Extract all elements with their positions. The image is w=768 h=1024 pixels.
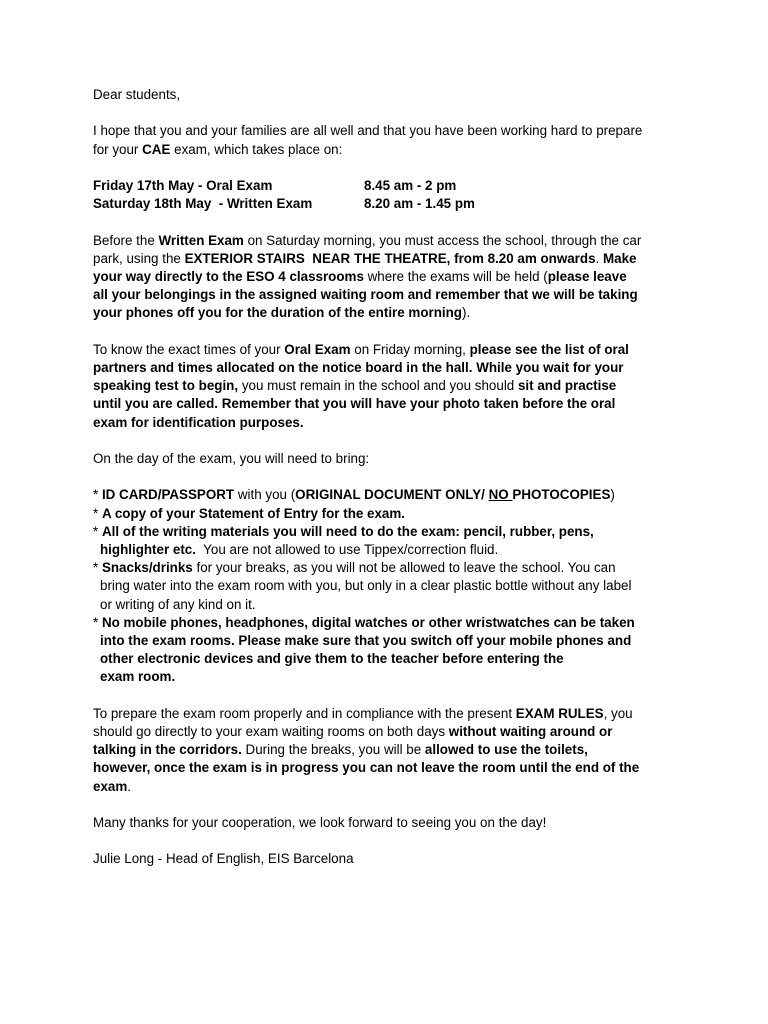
bring-item-id-card <box>93 486 693 504</box>
schedule-row-oral <box>93 177 693 195</box>
bring-item-no-phones-cont: exam room. <box>100 669 176 685</box>
oral-line-2: partners and times allocated on the notice board in the hall. While you wait for your <box>93 359 624 375</box>
written-text: Before the <box>93 232 159 248</box>
written-line-1 <box>93 232 693 250</box>
bring-text-bold: Snacks/drinks <box>101 560 193 576</box>
oral-text: on Friday morning, <box>350 341 470 357</box>
bring-list <box>93 486 693 686</box>
exam-schedule <box>93 177 693 213</box>
exam-rules-paragraph <box>93 705 693 796</box>
rules-text: , you <box>603 705 633 721</box>
bring-text-bold: No mobile phones, headphones, digital watches or other wristwatches can be taken <box>101 614 635 630</box>
bring-text-underlined: NO <box>488 487 513 503</box>
bullet: * <box>93 560 102 576</box>
rules-text: During the breaks, you will be <box>241 742 425 758</box>
bring-text-bold: highlighter etc. <box>100 541 196 557</box>
oral-line-1 <box>93 341 693 359</box>
bring-text-bold: PHOTOCOPIES <box>512 487 611 503</box>
bring-item-writing-materials-cont <box>93 541 693 559</box>
oral-text-bold: please see the list of oral <box>469 341 629 357</box>
bring-text: with you ( <box>234 487 296 503</box>
bring-item-no-phones <box>93 614 693 632</box>
written-text: park, using the <box>93 250 185 266</box>
bring-item-writing-materials <box>93 523 693 541</box>
rules-line-1 <box>93 705 693 723</box>
oral-line-3 <box>93 377 693 395</box>
oral-text-bold: speaking test to begin, <box>93 378 239 394</box>
written-line-5 <box>93 304 693 322</box>
bring-text-bold: All of the writing materials you will need to do the exam: pencil, rubber, pens, <box>101 523 594 539</box>
intro-text: exam, which takes place on: <box>170 141 343 157</box>
rules-line-2 <box>93 723 693 741</box>
schedule-row-written <box>93 195 693 213</box>
oral-text-bold: Oral Exam <box>284 341 351 357</box>
written-text-bold: Make <box>602 250 637 266</box>
intro-line-1: I hope that you and your families are all well and that you have been working hard to prepare <box>93 123 643 139</box>
bring-text-bold: A copy of your Statement of Entry for the exam. <box>101 505 406 521</box>
rules-text: To prepare the exam room properly and in compliance with the present <box>93 705 516 721</box>
rules-text-bold: EXAM RULES <box>515 705 604 721</box>
bring-text: for your breaks, as you will not be allowed to leave the school. You can <box>192 560 616 576</box>
signature-text: Julie Long - Head of English, EIS Barcelona <box>93 851 354 867</box>
bring-item-snacks-cont: bring water into the exam room with you, but only in a clear plastic bottle without any label <box>100 578 632 594</box>
schedule-label: Saturday 18th May - Written Exam <box>93 196 313 212</box>
schedule-label: Friday 17th May - Oral Exam <box>93 177 273 193</box>
oral-line-4: until you are called. Remember that you will have your photo taken before the oral <box>93 396 616 412</box>
rules-text-bold: without waiting around or <box>448 724 613 739</box>
thanks-text: Many thanks for your cooperation, we look forward to seeing you on the day! <box>93 815 547 830</box>
bring-text-bold: ORIGINAL DOCUMENT ONLY/ <box>295 487 489 503</box>
greeting <box>93 86 693 104</box>
bring-intro <box>93 450 693 468</box>
bring-text-bold: ID CARD/PASSPORT <box>101 487 235 503</box>
bring-text: You are not allowed to use Tippex/correction fluid. <box>195 541 499 557</box>
rules-line-4: however, once the exam is in progress you can not leave the room until the end of the <box>93 760 640 776</box>
written-text: ). <box>461 305 471 321</box>
written-line-2 <box>93 250 693 268</box>
rules-line-3 <box>93 741 693 759</box>
schedule-time: 8.45 am - 2 pm <box>364 177 457 193</box>
written-text-bold: EXTERIOR STAIRS NEAR THE THEATRE, from 8.20 am onwards <box>184 250 596 266</box>
oral-line-5: exam for identification purposes. <box>93 414 304 430</box>
bring-item-statement <box>93 505 693 523</box>
written-line-4: all your belongings in the assigned waiting room and remember that we will be taking <box>93 287 638 303</box>
bullet: * <box>93 614 102 630</box>
written-text-bold: your way directly to the ESO 4 classrooms <box>93 268 364 284</box>
intro-paragraph <box>93 122 693 158</box>
signature <box>93 850 693 868</box>
rules-line-5 <box>93 778 693 796</box>
letter-body <box>93 86 693 887</box>
bullet: * <box>93 523 102 539</box>
oral-text-bold: sit and practise <box>517 378 617 394</box>
oral-exam-paragraph <box>93 341 693 432</box>
greeting-text: Dear students, <box>93 87 181 102</box>
schedule-time: 8.20 am - 1.45 pm <box>364 196 475 212</box>
rules-text: . <box>127 778 131 794</box>
written-text-bold: Written Exam <box>158 232 244 248</box>
bring-intro-text: On the day of the exam, you will need to bring: <box>93 450 370 466</box>
oral-text: To know the exact times of your <box>93 341 285 357</box>
intro-text: for your <box>93 141 143 157</box>
written-text: . <box>595 250 603 266</box>
bring-item-no-phones-cont: other electronic devices and give them to the teacher before entering the <box>100 651 564 667</box>
bring-text: ) <box>610 487 615 503</box>
bullet: * <box>93 505 102 521</box>
written-exam-paragraph <box>93 232 693 323</box>
bring-item-snacks-cont: or writing of any kind on it. <box>100 596 256 612</box>
bullet: * <box>93 487 102 503</box>
rules-text-bold: allowed to use the toilets, <box>424 742 588 758</box>
exam-name: CAE <box>142 141 171 157</box>
rules-text-bold: talking in the corridors. <box>93 742 242 758</box>
oral-text: you must remain in the school and you should <box>238 378 518 394</box>
written-text-bold: please leave <box>547 268 627 284</box>
written-text: where the exams will be held ( <box>363 268 548 284</box>
intro-line-2 <box>93 141 693 159</box>
thanks-paragraph <box>93 814 693 832</box>
written-text: on Saturday morning, you must access the school, through the car <box>243 232 642 248</box>
rules-text: should go directly to your exam waiting rooms on both days <box>93 724 449 739</box>
written-line-3 <box>93 268 693 286</box>
written-text-bold: your phones off you for the duration of the entire morning <box>93 305 462 321</box>
bring-item-no-phones-cont: into the exam rooms. Please make sure that you switch off your mobile phones and <box>100 633 632 648</box>
rules-text-bold: exam <box>93 778 128 794</box>
bring-item-snacks <box>93 559 693 577</box>
